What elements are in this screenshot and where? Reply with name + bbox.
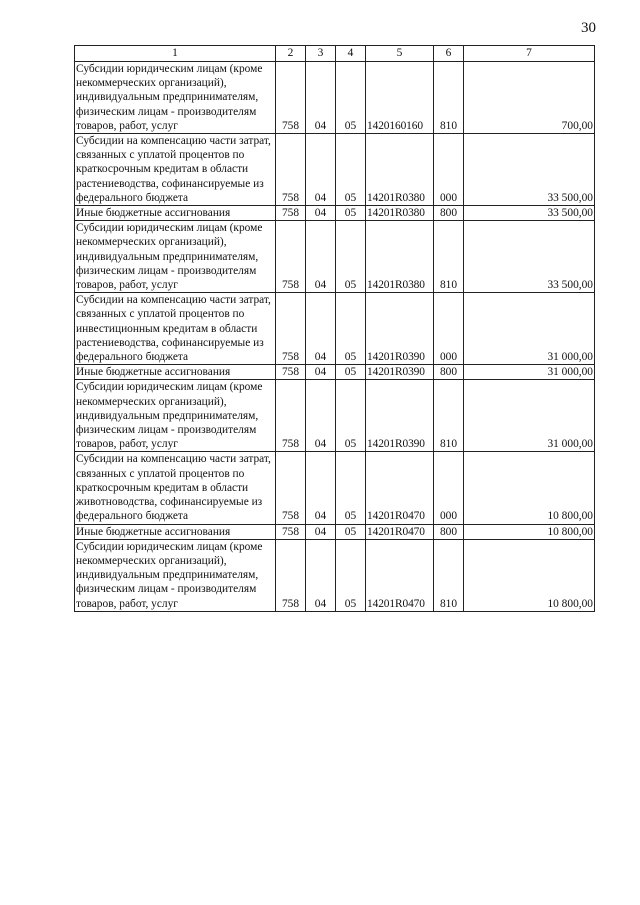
row-admin-code-cell: 758 (276, 524, 306, 539)
row-section-cell: 04 (306, 524, 336, 539)
row-amount-cell: 31 000,00 (464, 380, 595, 452)
row-amount-cell: 10 800,00 (464, 452, 595, 524)
row-subsection-cell: 05 (336, 452, 366, 524)
row-amount-cell: 31 000,00 (464, 365, 595, 380)
row-admin-code-cell: 758 (276, 365, 306, 380)
header-cell-1: 1 (75, 46, 276, 62)
row-expense-type-cell: 810 (434, 62, 464, 134)
row-subsection-cell: 05 (336, 221, 366, 293)
row-subsection-cell: 05 (336, 524, 366, 539)
row-name-cell: Субсидии на компенсацию части затрат, связанных с уплатой процентов по краткосрочным кредитам в области животноводства, софинансируемые из федерального бюджета (75, 452, 276, 524)
row-target-code-cell: 14201R0390 (366, 365, 434, 380)
row-subsection-cell: 05 (336, 134, 366, 206)
header-cell-2: 2 (276, 46, 306, 62)
row-name-cell: Субсидии юридическим лицам (кроме некоммерческих организаций), индивидуальным предпринимателям, физическим лицам - производителям товаров, работ, услуг (75, 221, 276, 293)
table-row (75, 221, 595, 293)
row-target-code-cell: 14201R0380 (366, 134, 434, 206)
page-number: 30 (581, 20, 596, 36)
header-cell-3: 3 (306, 46, 336, 62)
row-name-cell: Иные бюджетные ассигнования (75, 206, 276, 221)
row-target-code-cell: 14201R0380 (366, 206, 434, 221)
row-admin-code-cell: 758 (276, 221, 306, 293)
row-target-code-cell: 14201R0390 (366, 293, 434, 365)
row-name-cell: Субсидии юридическим лицам (кроме некоммерческих организаций), индивидуальным предпринимателям, физическим лицам - производителям товаров, работ, услуг (75, 539, 276, 611)
row-admin-code-cell: 758 (276, 452, 306, 524)
row-subsection-cell: 05 (336, 380, 366, 452)
row-subsection-cell: 05 (336, 539, 366, 611)
row-admin-code-cell: 758 (276, 380, 306, 452)
row-name-cell: Субсидии юридическим лицам (кроме некоммерческих организаций), индивидуальным предпринимателям, физическим лицам - производителям товаров, работ, услуг (75, 62, 276, 134)
row-target-code-cell: 14201R0470 (366, 452, 434, 524)
row-amount-cell: 700,00 (464, 62, 595, 134)
budget-table (74, 45, 595, 612)
row-section-cell: 04 (306, 365, 336, 380)
table-row (75, 365, 595, 380)
row-expense-type-cell: 810 (434, 380, 464, 452)
row-section-cell: 04 (306, 380, 336, 452)
header-cell-5: 5 (366, 46, 434, 62)
row-expense-type-cell: 810 (434, 221, 464, 293)
row-name-cell: Субсидии юридическим лицам (кроме некоммерческих организаций), индивидуальным предпринимателям, физическим лицам - производителям товаров, работ, услуг (75, 380, 276, 452)
table-row (75, 134, 595, 206)
row-name-cell: Субсидии на компенсацию части затрат, связанных с уплатой процентов по инвестиционным кредитам в области растениеводства, софинансируемые из федерального бюджета (75, 293, 276, 365)
table-header-row (75, 46, 595, 62)
row-target-code-cell: 14201R0390 (366, 380, 434, 452)
row-admin-code-cell: 758 (276, 62, 306, 134)
row-name-cell: Иные бюджетные ассигнования (75, 524, 276, 539)
row-amount-cell: 33 500,00 (464, 134, 595, 206)
row-target-code-cell: 14201R0470 (366, 524, 434, 539)
row-expense-type-cell: 000 (434, 293, 464, 365)
row-target-code-cell: 1420160160 (366, 62, 434, 134)
table-row (75, 380, 595, 452)
row-amount-cell: 33 500,00 (464, 221, 595, 293)
row-section-cell: 04 (306, 539, 336, 611)
row-admin-code-cell: 758 (276, 134, 306, 206)
row-admin-code-cell: 758 (276, 539, 306, 611)
header-cell-6: 6 (434, 46, 464, 62)
table-row (75, 206, 595, 221)
header-cell-4: 4 (336, 46, 366, 62)
row-amount-cell: 31 000,00 (464, 293, 595, 365)
row-expense-type-cell: 800 (434, 524, 464, 539)
row-target-code-cell: 14201R0470 (366, 539, 434, 611)
row-amount-cell: 10 800,00 (464, 539, 595, 611)
row-expense-type-cell: 000 (434, 134, 464, 206)
row-target-code-cell: 14201R0380 (366, 221, 434, 293)
row-amount-cell: 33 500,00 (464, 206, 595, 221)
row-admin-code-cell: 758 (276, 206, 306, 221)
row-subsection-cell: 05 (336, 62, 366, 134)
row-section-cell: 04 (306, 134, 336, 206)
row-subsection-cell: 05 (336, 365, 366, 380)
row-admin-code-cell: 758 (276, 293, 306, 365)
table-row (75, 524, 595, 539)
row-expense-type-cell: 810 (434, 539, 464, 611)
row-section-cell: 04 (306, 452, 336, 524)
row-expense-type-cell: 800 (434, 206, 464, 221)
row-name-cell: Иные бюджетные ассигнования (75, 365, 276, 380)
row-section-cell: 04 (306, 62, 336, 134)
row-subsection-cell: 05 (336, 293, 366, 365)
table-row (75, 62, 595, 134)
row-amount-cell: 10 800,00 (464, 524, 595, 539)
table-row (75, 452, 595, 524)
table-row (75, 539, 595, 611)
row-expense-type-cell: 000 (434, 452, 464, 524)
row-name-cell: Субсидии на компенсацию части затрат, связанных с уплатой процентов по краткосрочным кредитам в области растениеводства, софинансируемые из федерального бюджета (75, 134, 276, 206)
row-expense-type-cell: 800 (434, 365, 464, 380)
row-section-cell: 04 (306, 293, 336, 365)
table-row (75, 293, 595, 365)
row-subsection-cell: 05 (336, 206, 366, 221)
header-cell-7: 7 (464, 46, 595, 62)
row-section-cell: 04 (306, 206, 336, 221)
row-section-cell: 04 (306, 221, 336, 293)
